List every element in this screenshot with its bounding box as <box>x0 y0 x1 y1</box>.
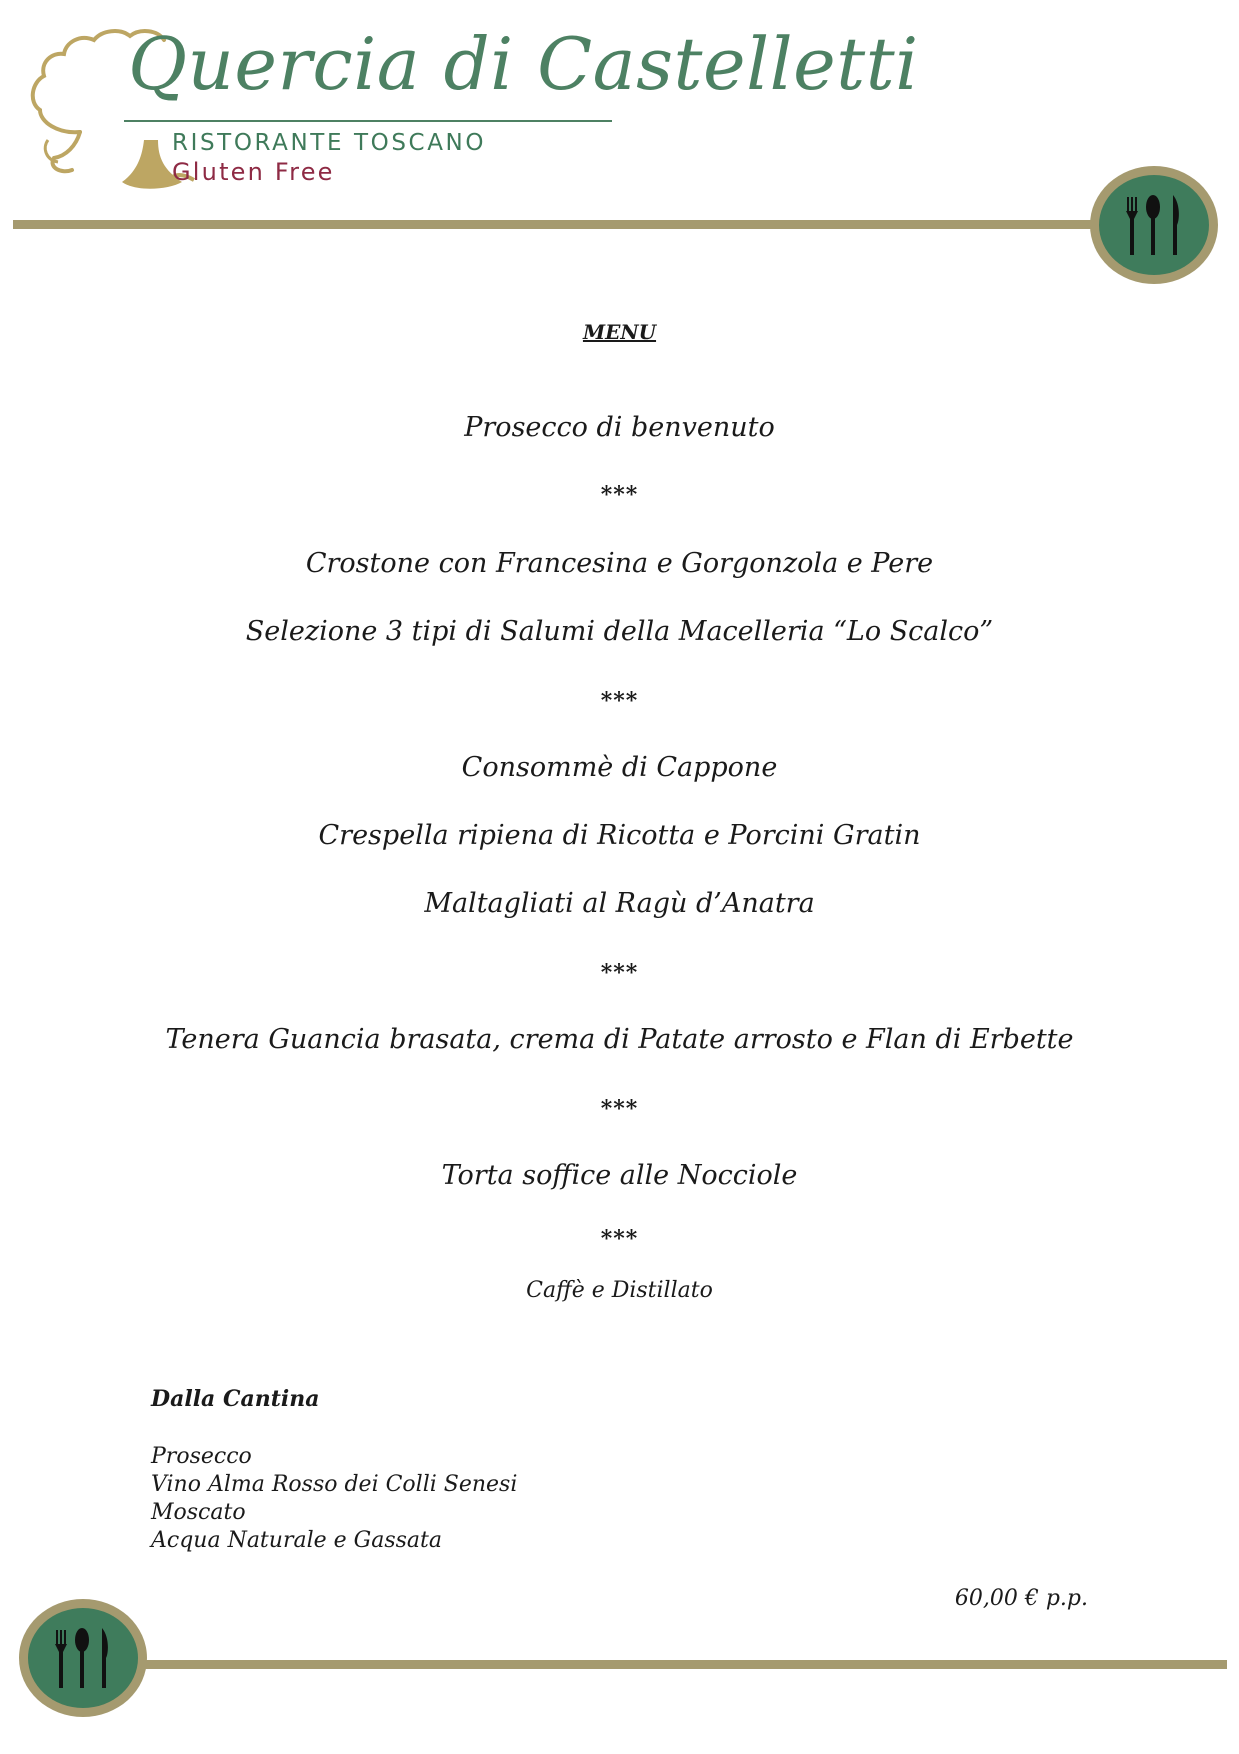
menu-item: Consommè di Cappone <box>461 752 778 783</box>
menu-closing: Caffè e Distillato <box>526 1278 713 1303</box>
restaurant-subtitle: RISTORANTE TOSCANO <box>172 130 487 156</box>
course-separator: *** <box>600 688 639 714</box>
course-separator: *** <box>600 960 639 986</box>
menu-item: Crostone con Francesina e Gorgonzola e Pere <box>305 548 934 579</box>
menu-item: Tenera Guancia brasata, crema di Patate arrosto e Flan di Erbette <box>165 1024 1074 1055</box>
price: 60,00 € p.p. <box>954 1586 1088 1611</box>
course-separator: *** <box>600 1096 639 1122</box>
cellar-item: Acqua Naturale e Gassata <box>151 1528 442 1553</box>
menu-item: Maltagliati al Ragù d’Anatra <box>424 888 815 919</box>
footer-divider <box>140 1660 1227 1669</box>
cellar-item: Moscato <box>151 1500 246 1525</box>
menu-item: Torta soffice alle Nocciole <box>441 1160 798 1191</box>
welcome-drink: Prosecco di benvenuto <box>464 412 775 443</box>
cutlery-icon <box>16 1596 150 1720</box>
menu-title: MENU <box>582 320 657 344</box>
menu-item: Selezione 3 tipi di Salumi della Macelleria “Lo Scalco” <box>245 616 994 647</box>
cellar-item: Prosecco <box>151 1444 252 1469</box>
logo-underline <box>124 120 612 122</box>
cellar-title: Dalla Cantina <box>151 1386 320 1412</box>
restaurant-name: Quercia di Castelletti <box>128 22 919 106</box>
course-separator: *** <box>600 482 639 508</box>
restaurant-tagline: Gluten Free <box>172 158 335 186</box>
header-divider <box>13 220 1098 229</box>
cutlery-icon <box>1087 163 1221 287</box>
cellar-item: Vino Alma Rosso dei Colli Senesi <box>151 1472 518 1497</box>
course-separator: *** <box>600 1226 639 1252</box>
menu-item: Crespella ripiena di Ricotta e Porcini Gratin <box>318 820 921 851</box>
